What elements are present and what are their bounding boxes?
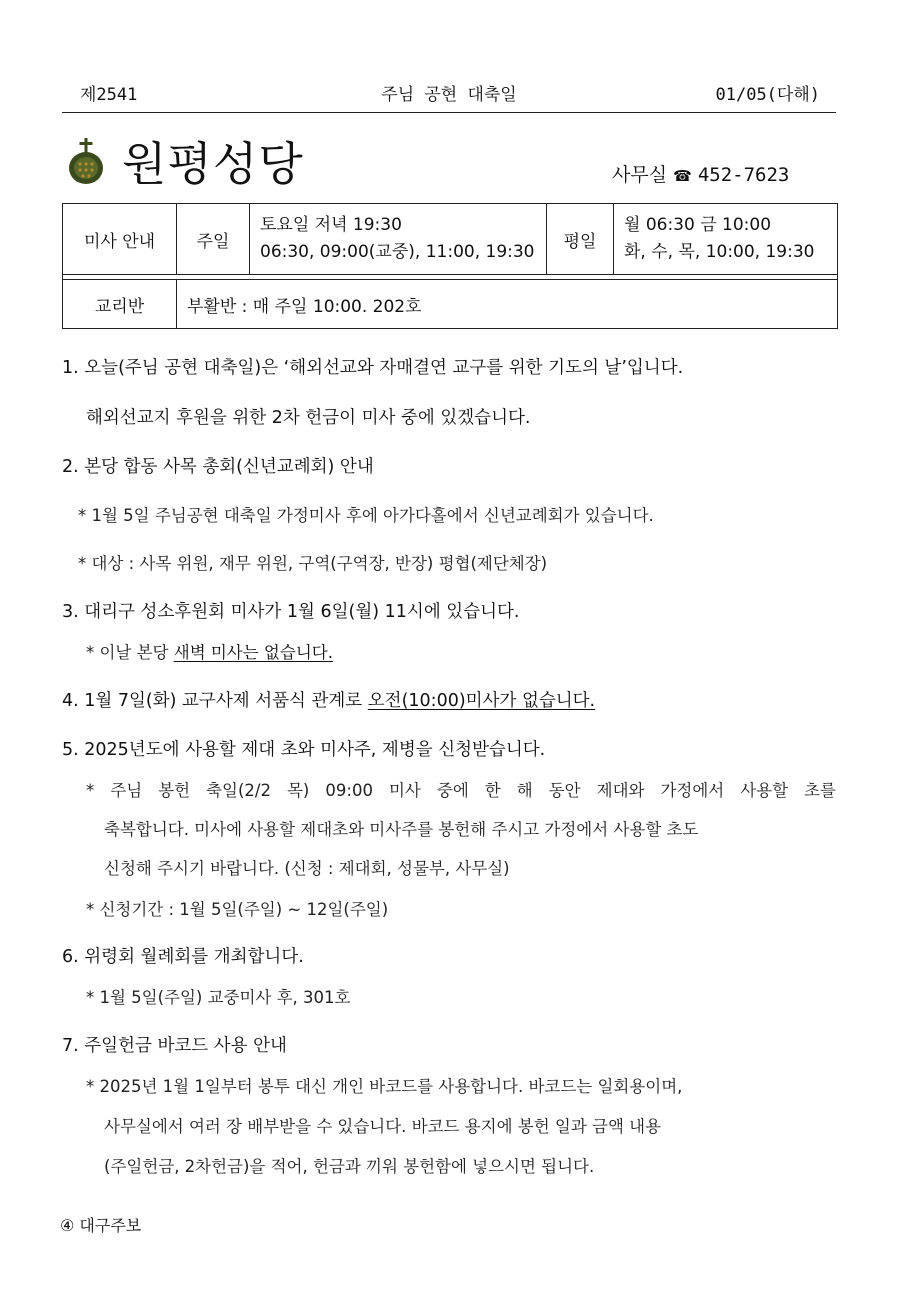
weekday-times-line1: 월 06:30 금 10:00 bbox=[624, 215, 772, 235]
notice-5-detail-4: * 신청기간 : 1월 5일(주일) ~ 12일(주일) bbox=[86, 900, 389, 919]
church-name: 원평성당 bbox=[122, 137, 304, 191]
notice-4-text: 4. 1월 7일(화) 교구사제 서품식 관계로 bbox=[62, 691, 368, 711]
notice-1-detail: 해외선교지 후원을 위한 2차 헌금이 미사 중에 있겠습니다. bbox=[86, 408, 531, 428]
mass-label: 미사 안내 bbox=[63, 204, 177, 275]
notice-6: 6. 위령회 월례회를 개최합니다. bbox=[62, 947, 304, 967]
notice-5: 5. 2025년도에 사용할 제대 초와 미사주, 제병을 신청받습니다. bbox=[62, 740, 546, 760]
notice-3-detail-underlined: 새벽 미사는 없습니다. bbox=[173, 643, 333, 662]
notice-2: 2. 본당 합동 사목 총회(신년교례회) 안내 bbox=[62, 457, 374, 477]
bulletin-date: 01/05(다해) bbox=[715, 85, 820, 105]
sunday-times-line2: 06:30, 09:00(교중), 11:00, 19:30 bbox=[260, 242, 535, 262]
notice-2-detail-1: * 1월 5일 주님공현 대축일 가정미사 후에 아가다홀에서 신년교례회가 있습니다. bbox=[78, 506, 654, 525]
weekday-label: 평일 bbox=[547, 204, 614, 275]
page-footer: ④ 대구주보 bbox=[60, 1216, 142, 1235]
notice-7: 7. 주일헌금 바코드 사용 안내 bbox=[62, 1036, 287, 1056]
notice-3-detail bbox=[86, 639, 333, 663]
notice-3: 3. 대리구 성소후원회 미사가 1월 6일(월) 11시에 있습니다. bbox=[62, 602, 520, 622]
sunday-times bbox=[250, 204, 547, 275]
notice-2-detail-2: * 대상 : 사목 위원, 재무 위원, 구역(구역장, 반장) 평협(제단체장) bbox=[78, 554, 548, 573]
notice-6-detail: * 1월 5일(주일) 교중미사 후, 301호 bbox=[86, 988, 351, 1007]
catechism-label: 교리반 bbox=[63, 280, 177, 329]
phone-icon: ☎ bbox=[673, 167, 692, 185]
catechism-info: 부활반 : 매 주일 10:00. 202호 bbox=[177, 280, 838, 329]
bulletin-header bbox=[62, 78, 836, 113]
notice-3-detail-text: * 이날 본당 bbox=[86, 643, 174, 662]
notice-4 bbox=[62, 687, 595, 712]
schedule-table bbox=[62, 203, 838, 329]
office-label: 사무실 bbox=[612, 164, 668, 186]
notice-5-detail-3: 신청해 주시기 바랍니다. (신청 : 제대회, 성물부, 사무실) bbox=[104, 859, 510, 878]
sunday-times-line1: 토요일 저녁 19:30 bbox=[260, 215, 402, 235]
feast-title: 주님 공현 대축일 bbox=[381, 85, 517, 105]
office-contact bbox=[612, 160, 789, 187]
sunday-label: 주일 bbox=[177, 204, 250, 275]
weekday-times bbox=[614, 204, 838, 275]
notice-5-detail-1: * 주님 봉헌 축일(2/2 목) 09:00 미사 중에 한 해 동안 제대와 가정에서 사용할 초를 bbox=[86, 781, 836, 800]
notice-5-detail-2: 축복합니다. 미사에 사용할 제대초와 미사주를 봉헌해 주시고 가정에서 사용할 초도 bbox=[104, 820, 699, 839]
weekday-times-line2: 화, 수, 목, 10:00, 19:30 bbox=[624, 242, 815, 262]
church-logo-icon bbox=[66, 136, 106, 186]
notice-4-underlined: 오전(10:00)미사가 없습니다. bbox=[367, 691, 596, 711]
issue-number: 제2541 bbox=[80, 85, 138, 105]
notice-7-detail-3: (주일헌금, 2차헌금)을 적어, 헌금과 끼워 봉헌함에 넣으시면 됩니다. bbox=[104, 1157, 595, 1176]
notice-7-detail-2: 사무실에서 여러 장 배부받을 수 있습니다. 바코드 용지에 봉헌 일과 금액 내용 bbox=[104, 1117, 662, 1136]
notice-7-detail-1: * 2025년 1월 1일부터 봉투 대신 개인 바코드를 사용합니다. 바코드는 일회용이며, bbox=[86, 1077, 683, 1096]
office-phone: 452-7623 bbox=[697, 164, 790, 186]
notice-1: 1. 오늘(주님 공현 대축일)은 ‘해외선교와 자매결연 교구를 위한 기도의 날’입니다. bbox=[62, 358, 684, 378]
